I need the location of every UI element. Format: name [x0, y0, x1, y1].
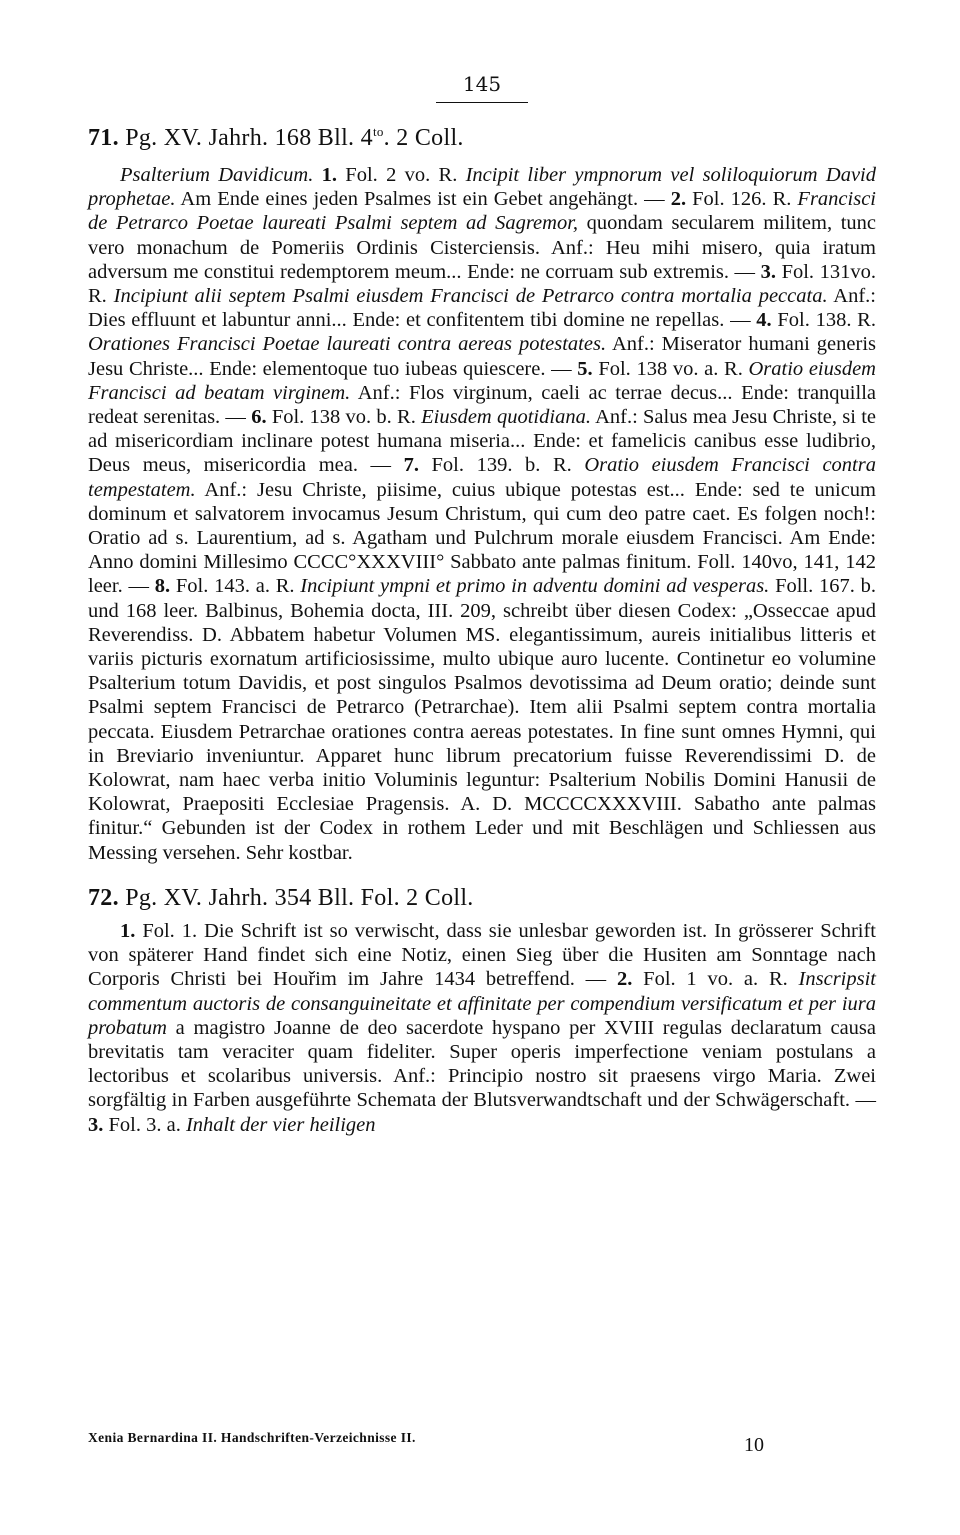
body-text: Fol. 1 vo. a. R.: [632, 968, 799, 991]
body-text: Anf.: Jesu Christe, piisime, cuius ubique potestas est... Ende: sed te unicum dominum et salvatorem invocamus Jesum Christum, qui cum deo patre caet. Es folgen noch!: Oratio ad s. Laurentium, ad s. Agatham und Pulchrum morale eiusdem Francisci. Am Ende: Anno domini Millesimo CCCC°XXXVIII° Sabbato ante palmas finitum. Foll. 140vo, 141, 142 leer. —: [88, 478, 876, 598]
body-text: Fol. 138 vo. a. R.: [592, 357, 749, 380]
body-text: a magistro Joanne de deo sacerdote hyspano per XVIII regulas declaratum causa brevitatis tam veraciter quam fideliter. Super operis imperfectione veniam postulans a lectoribus et scolaribus universis. Anf.: Principio nostro sit praesens virgo Maria. Zwei sorgfältig in Farben ausgeführte Schemata der Blutsverwandtschaft und der Schwägerschaft. —: [88, 1016, 876, 1112]
body-text: Fol. 3. a.: [103, 1113, 186, 1136]
body-text: Anf.: Miserator humani generis Jesu Christe... Ende: elementoque tuo iubeas quiescere. —: [88, 333, 876, 380]
catalogue-entry: [88, 883, 876, 1137]
page-number-block: [88, 72, 876, 103]
entry-heading-superscript: to: [372, 124, 384, 139]
body-text: Fol. 139. b. R.: [418, 454, 585, 477]
item-number: 3.: [88, 1113, 104, 1136]
entry-heading-text: Pg. XV. Jahrh. 168 Bll. 4: [118, 125, 373, 151]
italic-title: Incipiunt ympni et primo in adventu domini ad vesperas.: [300, 575, 770, 598]
italic-title: Francisci de Petrarco Poetae laureati Psalmi septem ad Sagremor,: [88, 188, 876, 235]
entry-number: 71.: [88, 125, 119, 151]
entry-paragraph: [88, 919, 876, 1137]
body-text: Anf.: Dies effluunt et labuntur anni... Ende: et confitentem tibi domine ne repellas. —: [88, 285, 876, 332]
entry-heading-text: Pg. XV. Jahrh. 354 Bll. Fol. 2 Coll.: [118, 884, 474, 911]
body-text: Foll. 167. b. und 168 leer. Balbinus, Bohemia docta, III. 209, schreibt über diesen Codex: „Osseccae apud Reverendiss. D. Abbatem habetur Volumen MS. elegantissimum, aureis initialibus litteris et variis picturis exornatum artificiosissime, multo ubique auro lucente. Continetur eo volumine Psalterium totum Davidis, et post singulos Psalmos devotissima ad Deum oratio; deinde sunt Psalmi septem Francisci de Petrarco (Petrarchae). Item alii Psalmi septem contra mortalia peccata. Eiusdem Petrarchae orationes contra aereas potestates. In fine sunt omnes Hymni, qui in Breviario inveniuntur. Apparet hunc librum precatorium fuisse Reverendissimi D. de Kolowrat, nam haec verba initio Voluminis leguntur: Psalterium Nobilis Domini Hanusii de Kolowrat, Praepositi Ecclesiae Pragensis. A. D. MCCCCXXXVIII. Sabatho ante palmas finitur.“ Gebunden ist der Codex in rothem Leder und mit Beschlägen und Schliessen aus Messing versehen. Sehr kostbar.: [88, 575, 876, 864]
entries-container: [88, 117, 876, 1137]
item-number: 2.: [616, 968, 633, 991]
entry-heading-tail: . 2 Coll.: [383, 125, 464, 151]
italic-title: Eiusdem quotidiana.: [421, 406, 591, 429]
italic-title: Incipiunt alii septem Psalmi eiusdem Francisci de Petrarco contra mortalia peccata.: [113, 285, 828, 308]
entry-body: [88, 163, 876, 865]
entry-paragraph: [88, 163, 876, 865]
italic-title: Orationes Francisci Poetae laureati contra aereas potestates.: [88, 333, 607, 356]
entry-body: [88, 919, 876, 1137]
item-number: 2.: [670, 188, 687, 211]
body-text: Am Ende eines jeden Psalmes ist ein Gebet angehängt. —: [175, 188, 671, 211]
item-number: 1.: [321, 164, 338, 186]
italic-title: Oratio eiusdem Francisci ad beatam virginem.: [88, 357, 876, 404]
body-text: [313, 164, 321, 186]
body-text: Fol. 131vo. R.: [88, 260, 876, 308]
italic-title: Oratio eiusdem Francisci contra tempestatem.: [88, 454, 876, 501]
italic-title: Inscripsit commentum auctoris de consanguineitate et affinitate per compendium versificatum et per iura probatum: [88, 968, 876, 1039]
item-number: 1.: [120, 919, 136, 942]
body-text: Fol. 138. R.: [771, 309, 876, 332]
entry-heading: [88, 117, 876, 153]
body-text: Fol. 1. Die Schrift ist so verwischt, dass sie unlesbar geworden ist. In grösserer Schrift von späterer Hand findet sich eine Notiz, einen Sieg über die Husiten am Sonntage nach Corporis Christi bei Houřim im Jahre 1434 betreffend. —: [88, 919, 876, 991]
page-number: 145: [462, 72, 502, 96]
body-text: Fol. 2 vo. R.: [337, 164, 466, 186]
item-number: 7.: [403, 454, 419, 477]
body-text: Fol. 143. a. R.: [170, 575, 301, 598]
body-text: Fol. 126. R.: [686, 188, 798, 211]
entry-heading: [88, 883, 876, 913]
body-text: Anf.: Salus mea Jesu Christe, si te ad misericordiam inclinare potest humana miseria... Ende: et famelicis canibus esse ludibrio, Deus meus, misericordia mea. —: [88, 406, 876, 477]
item-number: 8.: [154, 575, 171, 598]
footer-series-title: Xenia Bernardina II. Handschriften-Verzeichnisse II.: [88, 1430, 416, 1445]
page-number-rule: [436, 102, 528, 103]
item-number: 5.: [577, 357, 593, 380]
italic-title: Inhalt der vier heiligen: [185, 1113, 376, 1136]
body-text: quondam secularem militem, tunc vero monachum de Pomeriis Ordinis Cisterciensis. Anf.: Heu mihi misero, quia iratum adversum me constitui redemptorem meum... Ende: ne corruam sub extremis. —: [88, 212, 876, 283]
item-number: 6.: [251, 406, 267, 429]
body-text: Anf.: Flos virginum, caeli ac terrae decus... Ende: tranquilla redeat serenitas. —: [88, 381, 876, 429]
item-number: 4.: [756, 309, 772, 332]
catalogue-entry: [88, 117, 876, 865]
footer-signature-mark: 10: [744, 1434, 764, 1456]
italic-title: Psalterium Davidicum.: [120, 164, 314, 186]
italic-title: Incipit liber ympnorum vel soliloquiorum David prophetae.: [88, 164, 877, 211]
item-number: 3.: [760, 260, 776, 283]
body-text: Fol. 138 vo. b. R.: [266, 406, 422, 429]
entry-number: 72.: [88, 884, 119, 911]
document-page: [88, 72, 876, 1137]
